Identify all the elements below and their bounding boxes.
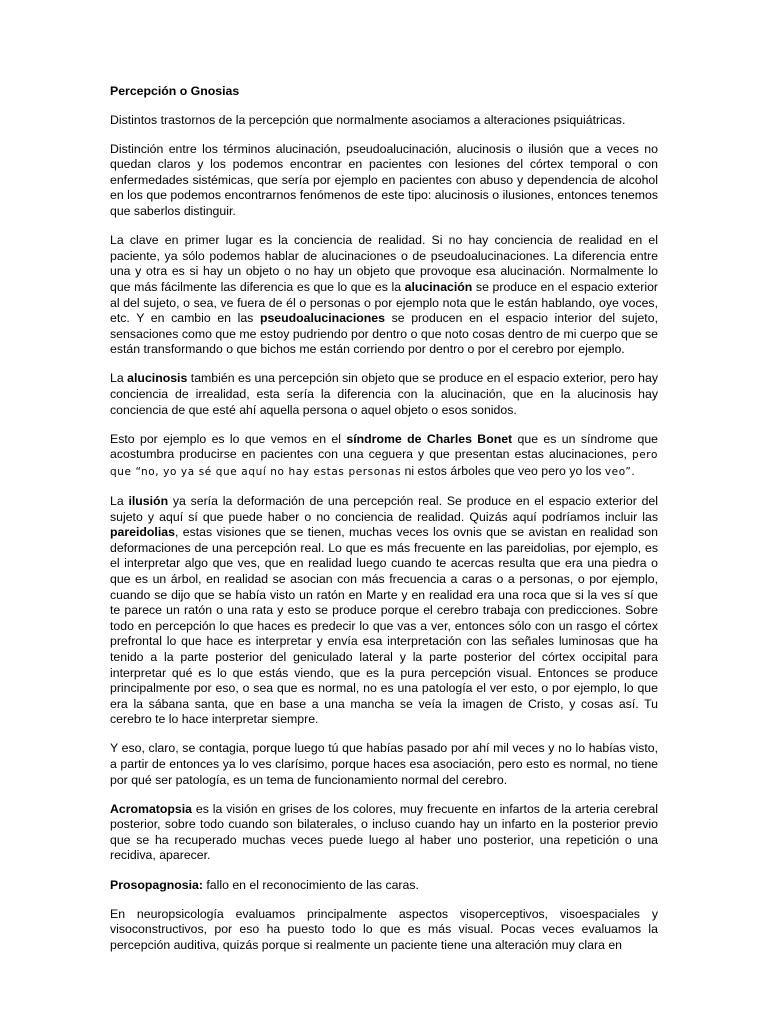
- term-acromatopsia: Acromatopsia: [110, 801, 193, 816]
- text-span: ya sería la deformación de una percepción real. Se produce en el espacio exterior del sujeto y aquí sí que puede haber o no conciencia de realidad. Quizás aquí podríamos incluir las: [110, 493, 658, 524]
- term-ilusion: ilusión: [128, 493, 169, 508]
- quoted-text: veo”.: [604, 465, 636, 478]
- term-pareidolias: pareidolias: [110, 525, 175, 540]
- text-span: fallo en el reconocimiento de las caras.: [202, 877, 419, 892]
- term-sindrome-charles-bonet: síndrome de Charles Bonet: [346, 431, 513, 446]
- document-page: [110, 84, 658, 967]
- text-span: La clave en primer lugar es la conciencia de realidad. Si no hay conciencia de realidad en el paciente, ya sólo podemos hablar de alucinaciones o de pseudoalucinaciones. La diferencia entre una y otra es si hay un objeto o no hay un objeto que provoque esa alucinación. Normalmente lo que más fácilmente las diferencia es que lo que es la: [110, 233, 658, 294]
- paragraph-ilusion: [110, 494, 658, 728]
- paragraph-intro: Distintos trastornos de la percepción que normalmente asociamos a alteraciones psiquiátricas.: [110, 112, 626, 127]
- paragraph-prosopagnosia: [110, 878, 658, 894]
- text-span: es la visión en grises de los colores, muy frecuente en infartos de la arteria cerebral posterior, sobre todo cuando son bilaterales, o incluso cuando hay un infarto en la posterior previo que se ha recuperado muchas veces puede luego al haber uno posterior, una repetición o una recidiva, aparecer.: [110, 801, 658, 863]
- paragraph-acromatopsia: [110, 802, 658, 864]
- text-span: La: [110, 493, 129, 508]
- text-span: ni estos árboles que veo pero yo los: [401, 463, 605, 478]
- paragraph-reality-awareness: [110, 233, 658, 358]
- text-span: también es una percepción sin objeto que se produce en el espacio exterior, pero hay conciencia de irrealidad, esta sería la diferencia con la alucinación, que en la alucinosis hay conciencia de que esté ahí aquella persona o aquel objeto o esos sonidos.: [110, 371, 658, 417]
- quoted-text: pero que “no, yo ya sé que aquí no hay estas personas: [110, 449, 658, 478]
- paragraph-alucinosis: [110, 371, 658, 418]
- paragraph-distinction: Distinción entre los términos alucinación, pseudoalucinación, alucinosis o ilusión que a veces no quedan claros y los podemos encontrar en pacientes con lesiones del córtex temporal o con enfermedades sistémicas, que sería por ejemplo en pacientes con abuso y dependencia de alcohol en los que podemos encontrarnos fenómenos de este tipo: alucinosis o ilusiones, entonces tenemos que saberlos distinguir.: [110, 141, 658, 219]
- text-span: se producen en el espacio interior del sujeto, sensaciones como que me estoy pudriendo por dentro o que noto cosas dentro de mi cuerpo que se están transformando o que bichos me están corriendo por dentro o por el cerebro por ejemplo.: [110, 311, 658, 357]
- text-span: Esto por ejemplo es lo que vemos en el: [110, 431, 347, 446]
- text-span: , estas visiones que se tienen, muchas veces los ovnis que se avistan en realidad son deformaciones de una percepción real. Lo que es más frecuente en las pareidolias, por ejemplo, es el interpretar algo que ves, que en realidad luego cuando te acercas resulta que era una piedra o que es un árbol, en realidad se asocian con más frecuencia a caras o a personas, o por ejemplo, cuando se dijo que se había visto un ratón en Marte y en realidad era una roca que si la ves sí que te parece un ratón o una rata y esto se produce porque el cerebro trabaja con predicciones. Sobre todo en percepción lo que haces es predecir lo que vas a ver, entonces sólo con un rasgo el córtex prefrontal lo que hace es interpretar y envía esa interpretación con las señales luminosas que ha tenido a la parte posterior del geniculado lateral y la parte posterior del córtex occipital para interpretar qué es lo que estás viendo, que es la pura percepción visual. Entonces se produce principalmente por eso, o sea que es normal, no es una patología el ver esto, o por ejemplo, lo que era la sábana santa, que en base a una mancha se veía la imagen de Cristo, y cosas así. Tu cerebro te lo hace interpretar siempre.: [110, 525, 658, 727]
- text-span: que es un síndrome que acostumbra producirse en pacientes con una ceguera y que presentan estas alucinaciones,: [110, 431, 658, 462]
- document-title: Percepción o Gnosias: [110, 84, 240, 98]
- term-prosopagnosia: Prosopagnosia:: [110, 877, 203, 892]
- text-span: se produce en el espacio exterior al del sujeto, o sea, ve fuera de él o personas o por ejemplo nota que le están hablando, oye voces, etc. Y en cambio en las: [110, 279, 659, 326]
- term-alucinacion: alucinación: [404, 279, 473, 294]
- term-pseudoalucinaciones: pseudoalucinaciones: [259, 311, 385, 326]
- term-alucinosis: alucinosis: [127, 371, 188, 386]
- paragraph-charles-bonet: [110, 432, 658, 481]
- paragraph-contagion: Y eso, claro, se contagia, porque luego tú que habías pasado por ahí mil veces y no lo habías visto, a partir de entonces ya lo ves clarísimo, porque haces esa asociación, pero esto es normal, no tiene por qué ser patología, es un tema de funcionamiento normal del cerebro.: [110, 741, 658, 787]
- paragraph-neuropsychology: En neuropsicología evaluamos principalmente aspectos visoperceptivos, visoespaciales y visoconstructivos, por eso ha puesto todo lo que es más visual. Pocas veces evaluamos la percepción auditiva, quizás porque si realmente un paciente tiene una alteración muy clara en: [110, 906, 658, 952]
- text-span: La: [110, 371, 128, 386]
